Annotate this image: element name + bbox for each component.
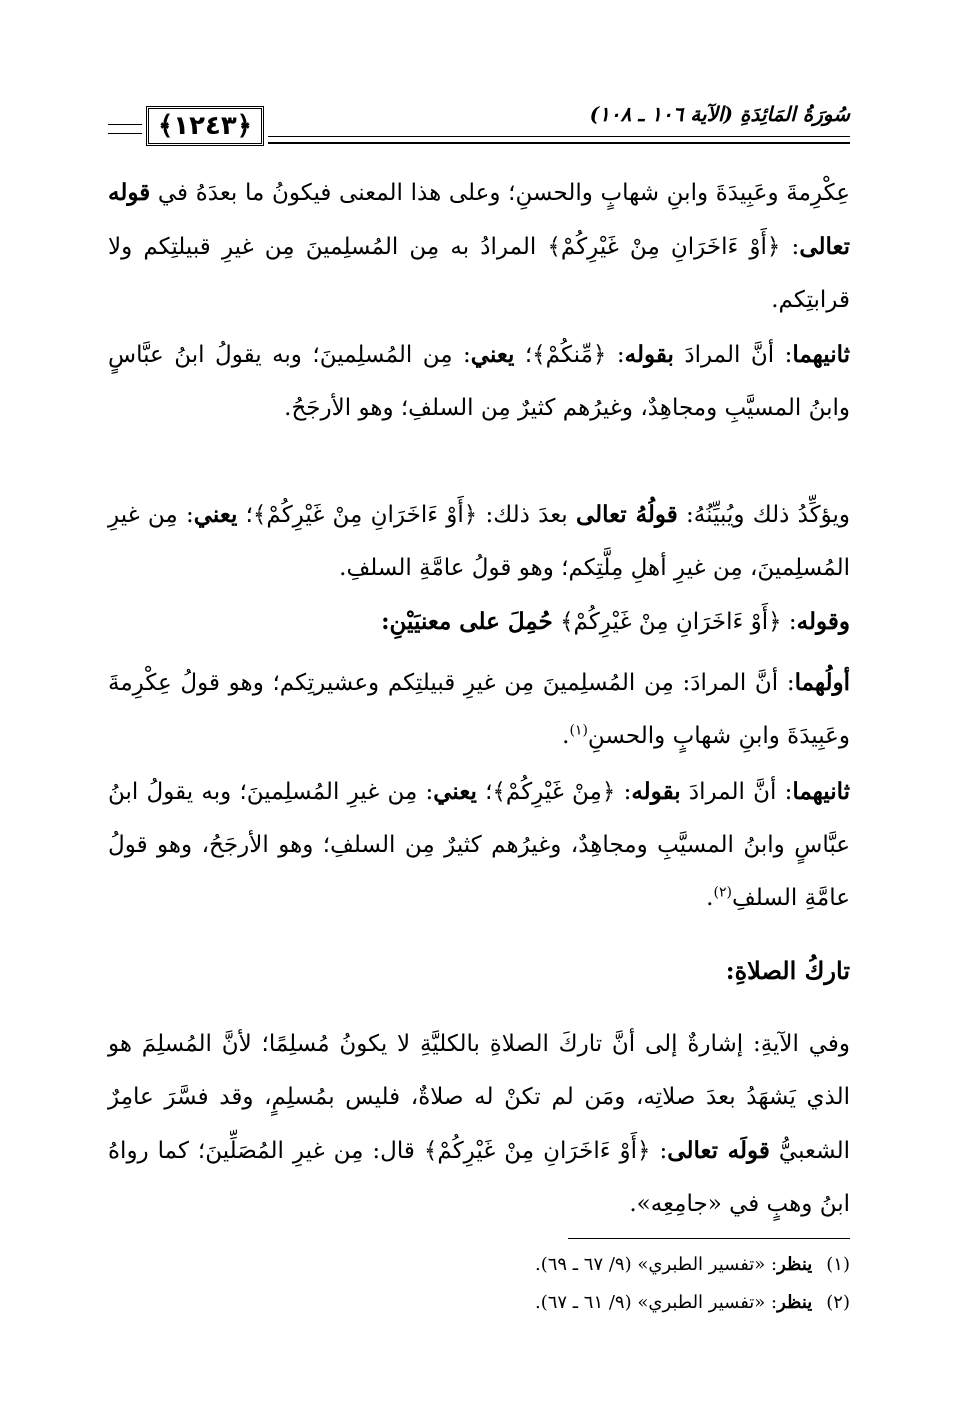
text-run: : أنَّ المرادَ [680,779,793,805]
paragraph-2 [108,328,850,435]
header-rule [268,136,850,144]
footnote-1 [108,1252,850,1278]
paragraph-5 [108,656,850,763]
quran-quote: ﴿مِنْ غَيْرِكُمْ﴾ [492,779,616,805]
bold-phrase: أولُهما [794,669,850,696]
text-run: . [562,723,570,749]
bold-phrase: يعني [433,778,477,805]
text-run: : [650,1138,668,1164]
footnote-text: : «تفسير الطبري» (٩/ ٦١ ـ ٦٧). [534,1292,778,1313]
text-run: : مِن غيرِ المُسلِمينَ؛ وبه يقولُ ابنُ عبَّاسٍ وابنُ المسيَّبِ ومجاهِدٌ، وغيرُهم كثيرٌ مِن السلفِ؛ وهو الأرجَحُ، وهو قولُ عامَّةِ السلفِ [108,779,850,911]
page-number: ﴿١٢٤٣﴾ [146,106,264,146]
bold-phrase: قولُهُ تعالى [575,501,678,528]
footnote-ref[interactable]: (٢) [713,884,732,901]
footnote-ref[interactable]: (١) [569,722,588,739]
page-header [108,100,850,152]
bold-phrase: ثانيهما [792,778,851,805]
text-run: : [781,609,797,635]
bold-phrase: ثانيهما [792,341,851,368]
text-run: قال: مِن غيرِ المُصَلِّينَ؛ كما رواهُ ابنُ وهبٍ في «جامِعِه». [108,1138,850,1217]
quran-quote: ﴿مِّنكُمْ﴾ [532,342,607,368]
bold-phrase: قوله تعالى [108,179,850,260]
text-run [553,609,560,635]
bold-phrase: يعني [193,501,238,528]
surah-title: سُورَةُ المَائِدَةِ (الآية ١٠٦ ـ ١٠٨) [589,102,850,126]
text-run: : أنَّ المرادَ: مِن المُسلِمينَ مِن غيرِ قبيلتِكم وعشيرتِكم؛ وهو قولُ عِكْرِمةَ وعَبِيدَةَ وابنِ شهابٍ والحسنِ [108,670,850,749]
text-run: ؛ [476,779,493,805]
text-run: عِكْرِمةَ وعَبِيدَةَ وابنِ شهابٍ والحسنِ؛ وعلى هذا المعنى فيكونُ ما بعدَهُ في [150,180,850,206]
header-left-rule [108,124,142,134]
paragraph-1 [108,166,850,327]
section-heading: تاركُ الصلاةِ: [725,956,850,985]
text-run: بعدَ ذلك: [477,502,576,528]
footnote-label: ينظر [777,1292,813,1313]
bold-phrase: يعني [470,341,515,368]
footnote-number: (٢) [826,1292,850,1313]
text-run: ؛ [514,342,533,368]
bold-phrase: بقوله [631,778,681,805]
bold-phrase: حُمِلَ على معنيَيْنِ: [381,608,553,635]
footnote-2 [108,1290,850,1316]
paragraph-4 [108,595,850,649]
text-run: المرادُ به مِن المُسلِمينَ مِن غيرِ قبيلتِكم ولا قرابتِكم. [108,234,850,313]
footnote-label: ينظر [777,1254,813,1275]
paragraph-7 [108,1018,850,1231]
text-run: : أنَّ المرادَ [673,342,793,368]
text-run: : [606,342,625,368]
quran-quote: ﴿أَوْ ءَاخَرَانِ مِنْ غَيْرِكُمْ﴾ [252,502,478,528]
text-run: وفي الآيةِ: إشارةٌ إلى أنَّ تاركَ الصلاةِ بالكليَّةِ لا يكونُ مُسلِمًا؛ لأنَّ المُسلِمَ هو الذي يَشهَدُ بعدَ صلاتِه، ومَن لم تكنْ له صلاةٌ، فليس بمُسلِمٍ، وقد فسَّرَ عامِرٌ الشعبيُّ [108,1031,851,1164]
text-run: : مِن المُسلِمينَ؛ وبه يقولُ ابنُ عبَّاسٍ وابنُ المسيَّبِ ومجاهِدٌ، وغيرُهم كثيرٌ مِن السلفِ؛ وهو الأرجَحُ. [108,342,850,421]
footnote-text: : «تفسير الطبري» (٩/ ٦٧ ـ ٦٩). [534,1254,778,1275]
bold-phrase: وقوله [796,608,850,635]
footnote-divider [568,1238,850,1239]
text-run: : [780,234,800,260]
text-run: . [706,885,714,911]
bold-phrase: قولَه تعالى [667,1137,770,1164]
text-run: : [615,779,632,805]
text-run: ؛ [237,502,253,528]
bold-phrase: بقوله [624,341,674,368]
quran-quote: ﴿أَوْ ءَاخَرَانِ مِنْ غَيْرِكُمْ﴾ [560,609,782,635]
quran-quote: ﴿أَوْ ءَاخَرَانِ مِنْ غَيْرِكُمْ﴾ [423,1138,651,1164]
text-run: : مِن غيرِ المُسلِمينَ، مِن غيرِ أهلِ مِلَّتِكم؛ وهو قولُ عامَّةِ السلفِ. [108,502,850,581]
quran-quote: ﴿أَوْ ءَاخَرَانِ مِنْ غَيْرِكُمْ﴾ [547,234,781,260]
paragraph-3 [108,488,850,595]
footnote-number: (١) [826,1254,850,1275]
text-run: ويؤكِّدُ ذلك ويُبيِّنُهُ: [677,502,850,528]
paragraph-6 [108,765,850,925]
